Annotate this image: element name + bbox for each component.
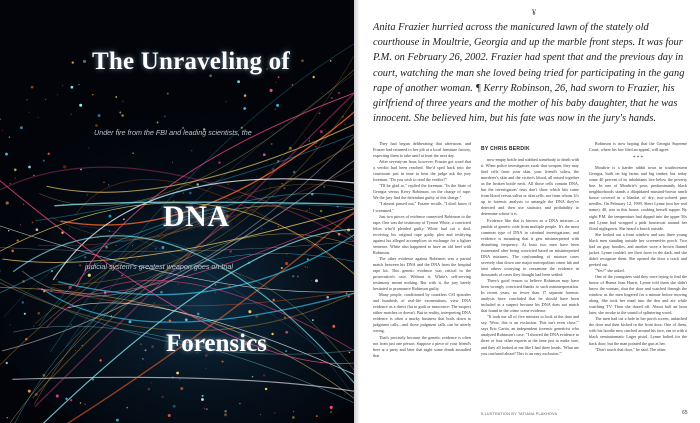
light-particle (326, 405, 327, 406)
light-particle (221, 361, 223, 363)
light-particle (215, 293, 216, 294)
light-particle (140, 343, 141, 344)
light-particle (61, 231, 63, 233)
light-particle (5, 153, 8, 156)
light-particle (311, 193, 314, 196)
section-break: * * * (633, 156, 643, 162)
light-particle (56, 279, 57, 280)
light-particle (307, 258, 309, 260)
light-particle (62, 85, 63, 86)
light-particle (28, 166, 31, 169)
light-particle (321, 333, 322, 334)
light-particle (75, 350, 76, 351)
light-particle (276, 82, 277, 83)
light-particle (70, 399, 72, 401)
light-particle (274, 412, 275, 413)
light-particle (69, 286, 72, 289)
light-particle (11, 250, 14, 253)
light-particle (168, 414, 171, 417)
light-particle (281, 267, 283, 269)
light-particle (104, 291, 106, 293)
light-particle (132, 245, 133, 246)
light-particle (65, 398, 67, 400)
light-particle (180, 387, 183, 390)
light-particle (26, 99, 27, 100)
light-particle (116, 419, 119, 422)
light-particle (315, 146, 317, 148)
light-particle (103, 182, 104, 183)
light-particle (84, 256, 86, 258)
light-particle (206, 368, 207, 369)
light-particle (25, 338, 27, 340)
light-particle (337, 206, 339, 208)
light-particle (315, 279, 318, 282)
light-particle (284, 316, 286, 318)
light-particle (183, 193, 184, 194)
light-particle (224, 413, 227, 416)
light-particle (123, 319, 124, 320)
light-particle (99, 359, 101, 361)
light-particle (313, 76, 315, 78)
light-particle (277, 160, 279, 162)
paragraph: They had begun deliberating that afternoon, and Frazier had returned to her job at a local furniture factory, expecting them to take until at least the next day. (373, 141, 471, 159)
light-particle (88, 274, 91, 277)
light-particle (9, 137, 10, 138)
paragraph: "I almost passed out," Frazier recalls. "I don't know if I screamed." (373, 201, 471, 213)
light-particle (265, 388, 267, 390)
light-particle (272, 299, 275, 302)
light-particle (297, 275, 299, 277)
light-particle (111, 315, 113, 317)
light-particle (256, 176, 257, 177)
light-particle (255, 315, 258, 318)
light-particle (82, 345, 84, 347)
light-particle (63, 165, 66, 168)
light-particle (48, 153, 50, 155)
light-particle (349, 352, 351, 354)
light-particle (189, 192, 192, 195)
light-particle (28, 390, 31, 393)
light-particle (204, 407, 206, 409)
paragraph: She looked out a front window and saw three young black men standing outside her screened-in porch. Two had on gray hoodies, and another wore a brown flannel jacket. Lynne couldn't see their faces in the dark, and she didn't recognize them. She opened the door a crack and peeked out. (589, 231, 687, 267)
light-particle (244, 94, 247, 97)
light-particle (228, 184, 229, 185)
light-particle (320, 210, 323, 213)
light-particle (6, 201, 9, 204)
light-particle (185, 318, 188, 321)
light-particle (172, 162, 173, 163)
light-particle (10, 183, 11, 184)
light-particle (305, 266, 306, 267)
light-particle (108, 184, 109, 185)
light-particle (164, 115, 166, 117)
light-particle (348, 295, 350, 297)
light-particle (330, 411, 332, 413)
light-particle (235, 315, 236, 316)
light-particle (119, 112, 121, 114)
light-particle (162, 396, 164, 398)
light-particle (270, 187, 271, 188)
light-particle (346, 292, 348, 294)
light-particle (331, 97, 333, 99)
light-particle (105, 246, 107, 248)
light-particle (276, 104, 279, 107)
light-particle (142, 358, 144, 360)
light-particle (23, 204, 24, 205)
light-particle (228, 285, 231, 288)
light-particle (83, 60, 86, 63)
light-particle (289, 147, 292, 150)
light-particle (154, 303, 155, 304)
light-particle (330, 60, 332, 62)
paragraph: After seventy-an hour, however, Frazier got word that a verdict had been reached. She'd sped back into the courtroom just in time to hear the judge ask the jury foreman, "Do you wish to read the verdict?" (373, 159, 471, 183)
light-particle (309, 208, 310, 209)
light-particle (270, 89, 273, 92)
light-particle (22, 280, 25, 283)
light-particle (177, 247, 178, 248)
light-particle (332, 325, 335, 328)
light-particle (316, 143, 317, 144)
light-particle (229, 250, 232, 253)
light-particle (56, 394, 59, 397)
light-particle (80, 169, 82, 171)
light-particle (311, 280, 312, 281)
light-particle (172, 161, 173, 162)
light-particle (252, 376, 254, 378)
light-particle (160, 291, 163, 294)
light-particle (191, 150, 192, 151)
light-particle (260, 414, 261, 415)
article-column-1 (373, 141, 471, 359)
paragraph: now-empty bottle and stabbed somebody to death with it. When police investigators swab that weapon, they may find cells from your skin, your friend's saliva, the murderer's skin and the victim's blood, all mixed together as the broken bottle neck. All those cells contain DNA, but the investigators' tests don't show which bits came from blood versus saliva or skin cells, nor from whom. It's up to forensic analysts to untangle the DNA they've detected and then use statistics and probability to determine whose it is. (481, 157, 579, 217)
light-particle (123, 218, 125, 220)
light-particle (151, 345, 154, 348)
paragraph: The other evidence against Robinson was a partial match between his DNA and the DNA from the hospital rape kit. This genetic evidence was critical to the prosecution's case. Without it, White's self-serving testimony meant nothing. But with it, the jury barely hesitated to pronounce Robinson guilty. (373, 255, 471, 292)
paragraph: One of the youngsters said they were trying to find the house of Buena Jean Harris. Lynne told them she didn't know the woman, shut the door and watched through the window as the men lingered for a minute before moving along. She took her meal into the den and ate while watching TV. Then she dozed off. About half an hour later, she awoke to the sound of splintering wood. (589, 273, 687, 316)
light-particle (161, 246, 164, 249)
paragraph: Moultrie is a harder rabbit town in southwestern Georgia, built on big farms and big timber, but today some 40 percent of its inhabitants live below the poverty line. In one of Moultrie's poor, predominantly black neighborhoods stands a dilapidated mustard-brown ranch house covered in a blanket of dry, rust-colored pine needles. On February 12, 1999, Sheri Lynne (not her real name), 40, was in this house, cooking herself supper. By eight P.M. the temperature had dipped into the upper 50s and Lynne had wrapped a pink housecoat around her floral nightgown. She heard a knock outside. (589, 165, 687, 231)
light-particle (318, 295, 319, 296)
light-particle (72, 61, 74, 63)
light-particle (292, 84, 294, 86)
light-particle (14, 177, 16, 179)
light-particle (32, 222, 34, 224)
light-particle (330, 406, 333, 409)
light-particle (132, 152, 134, 154)
light-particle (126, 407, 128, 409)
paragraph: That's precisely because the genetic evidence is often not from just one person. Suppose a piece of your friend's beer at a party and later that night some drunk assaulted that (373, 334, 471, 358)
light-particle (84, 404, 85, 405)
light-particle (179, 379, 180, 380)
deck-line-1: Under fire from the FBI and leading scientists, the (94, 128, 252, 137)
title-line-1: The Unraveling of (92, 48, 290, 75)
light-particle (38, 117, 39, 118)
paragraph: "Don't touch that door," he said. The other (595, 346, 666, 352)
light-particle (248, 262, 251, 265)
light-particle (8, 230, 9, 231)
light-particle (237, 80, 240, 83)
paragraph: "It took me all of five minutes to look at the data and say, 'Wow, this is an exclusion. This isn't even close,'" says Eric Carita, an independent forensic geneticist who analyzed Robinson's case. "I showed the DNA evidence to three or four other experts at the time just to make sure, and they all looked at me like I had three heads. 'What are you confused about? This is an easy exclusion.'" (481, 314, 579, 356)
paragraph: The men had cut a hole in her porch screen, unlatched the door and then kicked in the front door. One of them, with his hoodie now cinched around his face, ran in with a black semiautomatic Luger pistol. Lynne bolted for the back door, but the man pointed the gun at her. (589, 316, 687, 346)
light-particle (7, 417, 8, 418)
light-particle (0, 119, 1, 120)
light-particle (71, 324, 72, 325)
right-page-article (360, 0, 700, 423)
light-particle (69, 229, 70, 230)
byline: BY CHRIS BERDIK (481, 146, 530, 152)
light-particle (312, 319, 314, 321)
light-particle (2, 130, 3, 131)
light-particle (151, 383, 152, 384)
light-particle (144, 349, 146, 351)
title-line-2: DNA (163, 200, 230, 233)
light-particle (263, 153, 266, 156)
light-particle (345, 124, 346, 125)
light-particle (218, 161, 221, 164)
light-particle (88, 147, 89, 148)
light-particle (243, 107, 246, 110)
light-particle (281, 183, 283, 185)
article-column-3 (589, 141, 687, 353)
light-particle (272, 168, 274, 170)
light-particle (330, 301, 331, 302)
light-particle (248, 310, 251, 313)
light-particle (215, 284, 217, 286)
article-column-2 (481, 141, 579, 357)
light-particle (57, 94, 58, 95)
light-particle (263, 374, 265, 376)
light-particle (92, 378, 94, 380)
light-particle (202, 395, 204, 397)
paragraph: "Yes?" she asked. (595, 267, 625, 273)
light-particle (45, 99, 46, 100)
light-particle (271, 143, 273, 145)
magazine-logo-icon: ¥ (532, 8, 536, 17)
light-particle (321, 252, 322, 253)
light-particle (35, 393, 38, 396)
article-lede: Anita Frazier hurried across the manicured lawn of the stately old courthouse in Moultrie, Georgia and up the marble front steps. It was four P.M. on February 26, 2002. Frazier had spent that and the previous day in court, watching the man she loved being tried for participating in the gang rape of another woman. ¶ Kerry Robinson, 26, had sworn to Frazier, his girlfriend of three years and the mother of his baby daughter, that he was innocent. She believed him, but his fate was now in the jury's hands. (373, 22, 685, 125)
light-particle (342, 116, 344, 118)
light-particle (42, 374, 45, 377)
paragraph: Evidence like that is known as a DNA mixture—a jumble of genetic code from multiple people. It's the most common type of DNA in criminal investigations, and evidence is mounting that it gets misinterpreted with disturbing frequency. At least two men have been exonerated after being convicted based on misinterpreted DNA mixtures. The confounding of mixture cases severely shut down one major metropolitan crime lab and sent others scurrying to reexamine the evidence in thousands of cases they thought had been settled. (481, 217, 579, 277)
light-particle (33, 325, 34, 326)
light-particle (319, 112, 321, 114)
light-particle (87, 333, 88, 334)
paragraph: Robinson is now hoping that the Georgia Supreme Court, where his law filed an appeal, will agree. (589, 141, 687, 153)
light-particle (293, 171, 296, 174)
light-particle (31, 86, 34, 89)
deck-line-2: judicial system's greatest weapon goes on trial (85, 262, 233, 271)
light-particle (10, 324, 11, 325)
light-particle (41, 288, 43, 290)
light-particle (206, 408, 208, 410)
light-particle (226, 101, 227, 102)
light-particle (79, 264, 81, 266)
light-particle (293, 411, 294, 412)
light-particle (71, 86, 74, 89)
light-particle (28, 112, 29, 113)
light-particle (286, 254, 287, 255)
paragraph: Many people, conditioned by countless CSI episodes and hundreds of real-life exonerations, view DNA evidence as a direct flat to guilt or innocence: The suspect either matches or doesn't. But in reality, interpreting DNA evidence is often a murky business that boils down to judgment calls—and those judgment calls can be utterly wrong. (373, 292, 471, 334)
light-particle (71, 114, 72, 115)
light-particle (79, 104, 82, 107)
light-particle (285, 350, 287, 352)
light-particle (148, 388, 150, 390)
light-particle (274, 109, 276, 111)
light-particle (6, 362, 8, 364)
light-particle (169, 319, 172, 322)
light-particle (278, 76, 280, 78)
light-particle (78, 84, 79, 85)
light-particle (140, 365, 141, 366)
light-particle (271, 333, 273, 335)
light-particle (292, 416, 295, 419)
light-particle (121, 114, 123, 116)
illustration-credit: ILLUSTRATION BY TATIANA PLAKHOVA (481, 412, 558, 416)
light-particle (177, 283, 178, 284)
light-particle (285, 331, 288, 334)
light-particle (37, 312, 40, 315)
light-particle (43, 290, 45, 292)
light-particle (24, 313, 26, 315)
light-particle (20, 126, 23, 129)
light-particle (197, 313, 200, 316)
light-particle (87, 194, 88, 195)
light-particle (17, 239, 19, 241)
light-particle (63, 204, 64, 205)
paragraph: There's good reason to believe Robinson may have been wrongly convicted thanks to such misinterpretation. In recent years, no fewer than 17 separate forensic analysts have concluded that he should have been included as a suspect because his DNA does not match that found in the crime scene evidence. (481, 277, 579, 314)
light-particle (97, 237, 98, 238)
light-particle (316, 415, 318, 417)
light-particle (167, 93, 169, 95)
light-particle (309, 138, 310, 139)
light-particle (115, 96, 117, 98)
light-particle (292, 275, 294, 277)
light-particle (22, 301, 24, 303)
light-particle (176, 372, 179, 375)
title-line-3: Forensics (166, 330, 267, 357)
light-particle (157, 122, 159, 124)
light-particle (51, 270, 53, 272)
page-number: 65 (682, 410, 688, 416)
light-particle (129, 320, 132, 323)
light-particle (98, 114, 101, 117)
light-particle (239, 403, 240, 404)
light-particle (173, 405, 176, 408)
paragraph: Just two pieces of evidence connected Robinson to the rape. One was the testimony of Tyrone White, a convicted felon who'd pleaded guilty. White had cut a deal, receiving his original rape guilty plea and testifying against his alleged accomplices in exchange for a lighter sentence. White also happened to have an old beef with Robinson. (373, 213, 471, 255)
paragraph: "I'll be glad to," replied the foreman. "In the State of Georgia versus Kerry Robinson, on the charge of rape: We the jury find the defendant guilty of this charge." (373, 183, 471, 201)
light-particle (320, 130, 323, 133)
light-particle (159, 200, 160, 201)
light-particle (51, 290, 52, 291)
light-particle (14, 169, 17, 172)
light-particle (283, 187, 285, 189)
light-particle (20, 224, 21, 225)
light-particle (309, 140, 311, 142)
light-particle (323, 186, 325, 188)
light-particle (172, 376, 174, 378)
light-particle (201, 398, 204, 401)
light-particle (33, 175, 34, 176)
light-particle (278, 226, 279, 227)
light-particle (285, 262, 288, 265)
light-particle (43, 160, 45, 162)
light-particle (347, 228, 350, 231)
light-particle (187, 277, 188, 278)
light-particle (116, 245, 117, 246)
light-particle (261, 228, 262, 229)
light-particle (250, 137, 251, 138)
light-particle (36, 228, 39, 231)
light-particle (109, 231, 110, 232)
light-particle (95, 124, 98, 127)
light-particle (109, 215, 112, 218)
light-particle (306, 210, 308, 212)
light-particle (338, 233, 341, 236)
light-particle (83, 389, 84, 390)
light-particle (164, 192, 165, 193)
light-particle (307, 267, 308, 268)
light-particle (224, 410, 226, 412)
light-particle (301, 59, 304, 62)
light-particle (121, 275, 123, 277)
light-particle (80, 402, 82, 404)
light-particle (249, 254, 250, 255)
light-particle (155, 248, 157, 250)
light-particle (326, 296, 329, 299)
light-particle (196, 183, 199, 186)
light-particle (338, 92, 341, 95)
light-particle (92, 94, 94, 96)
light-particle (122, 101, 124, 103)
